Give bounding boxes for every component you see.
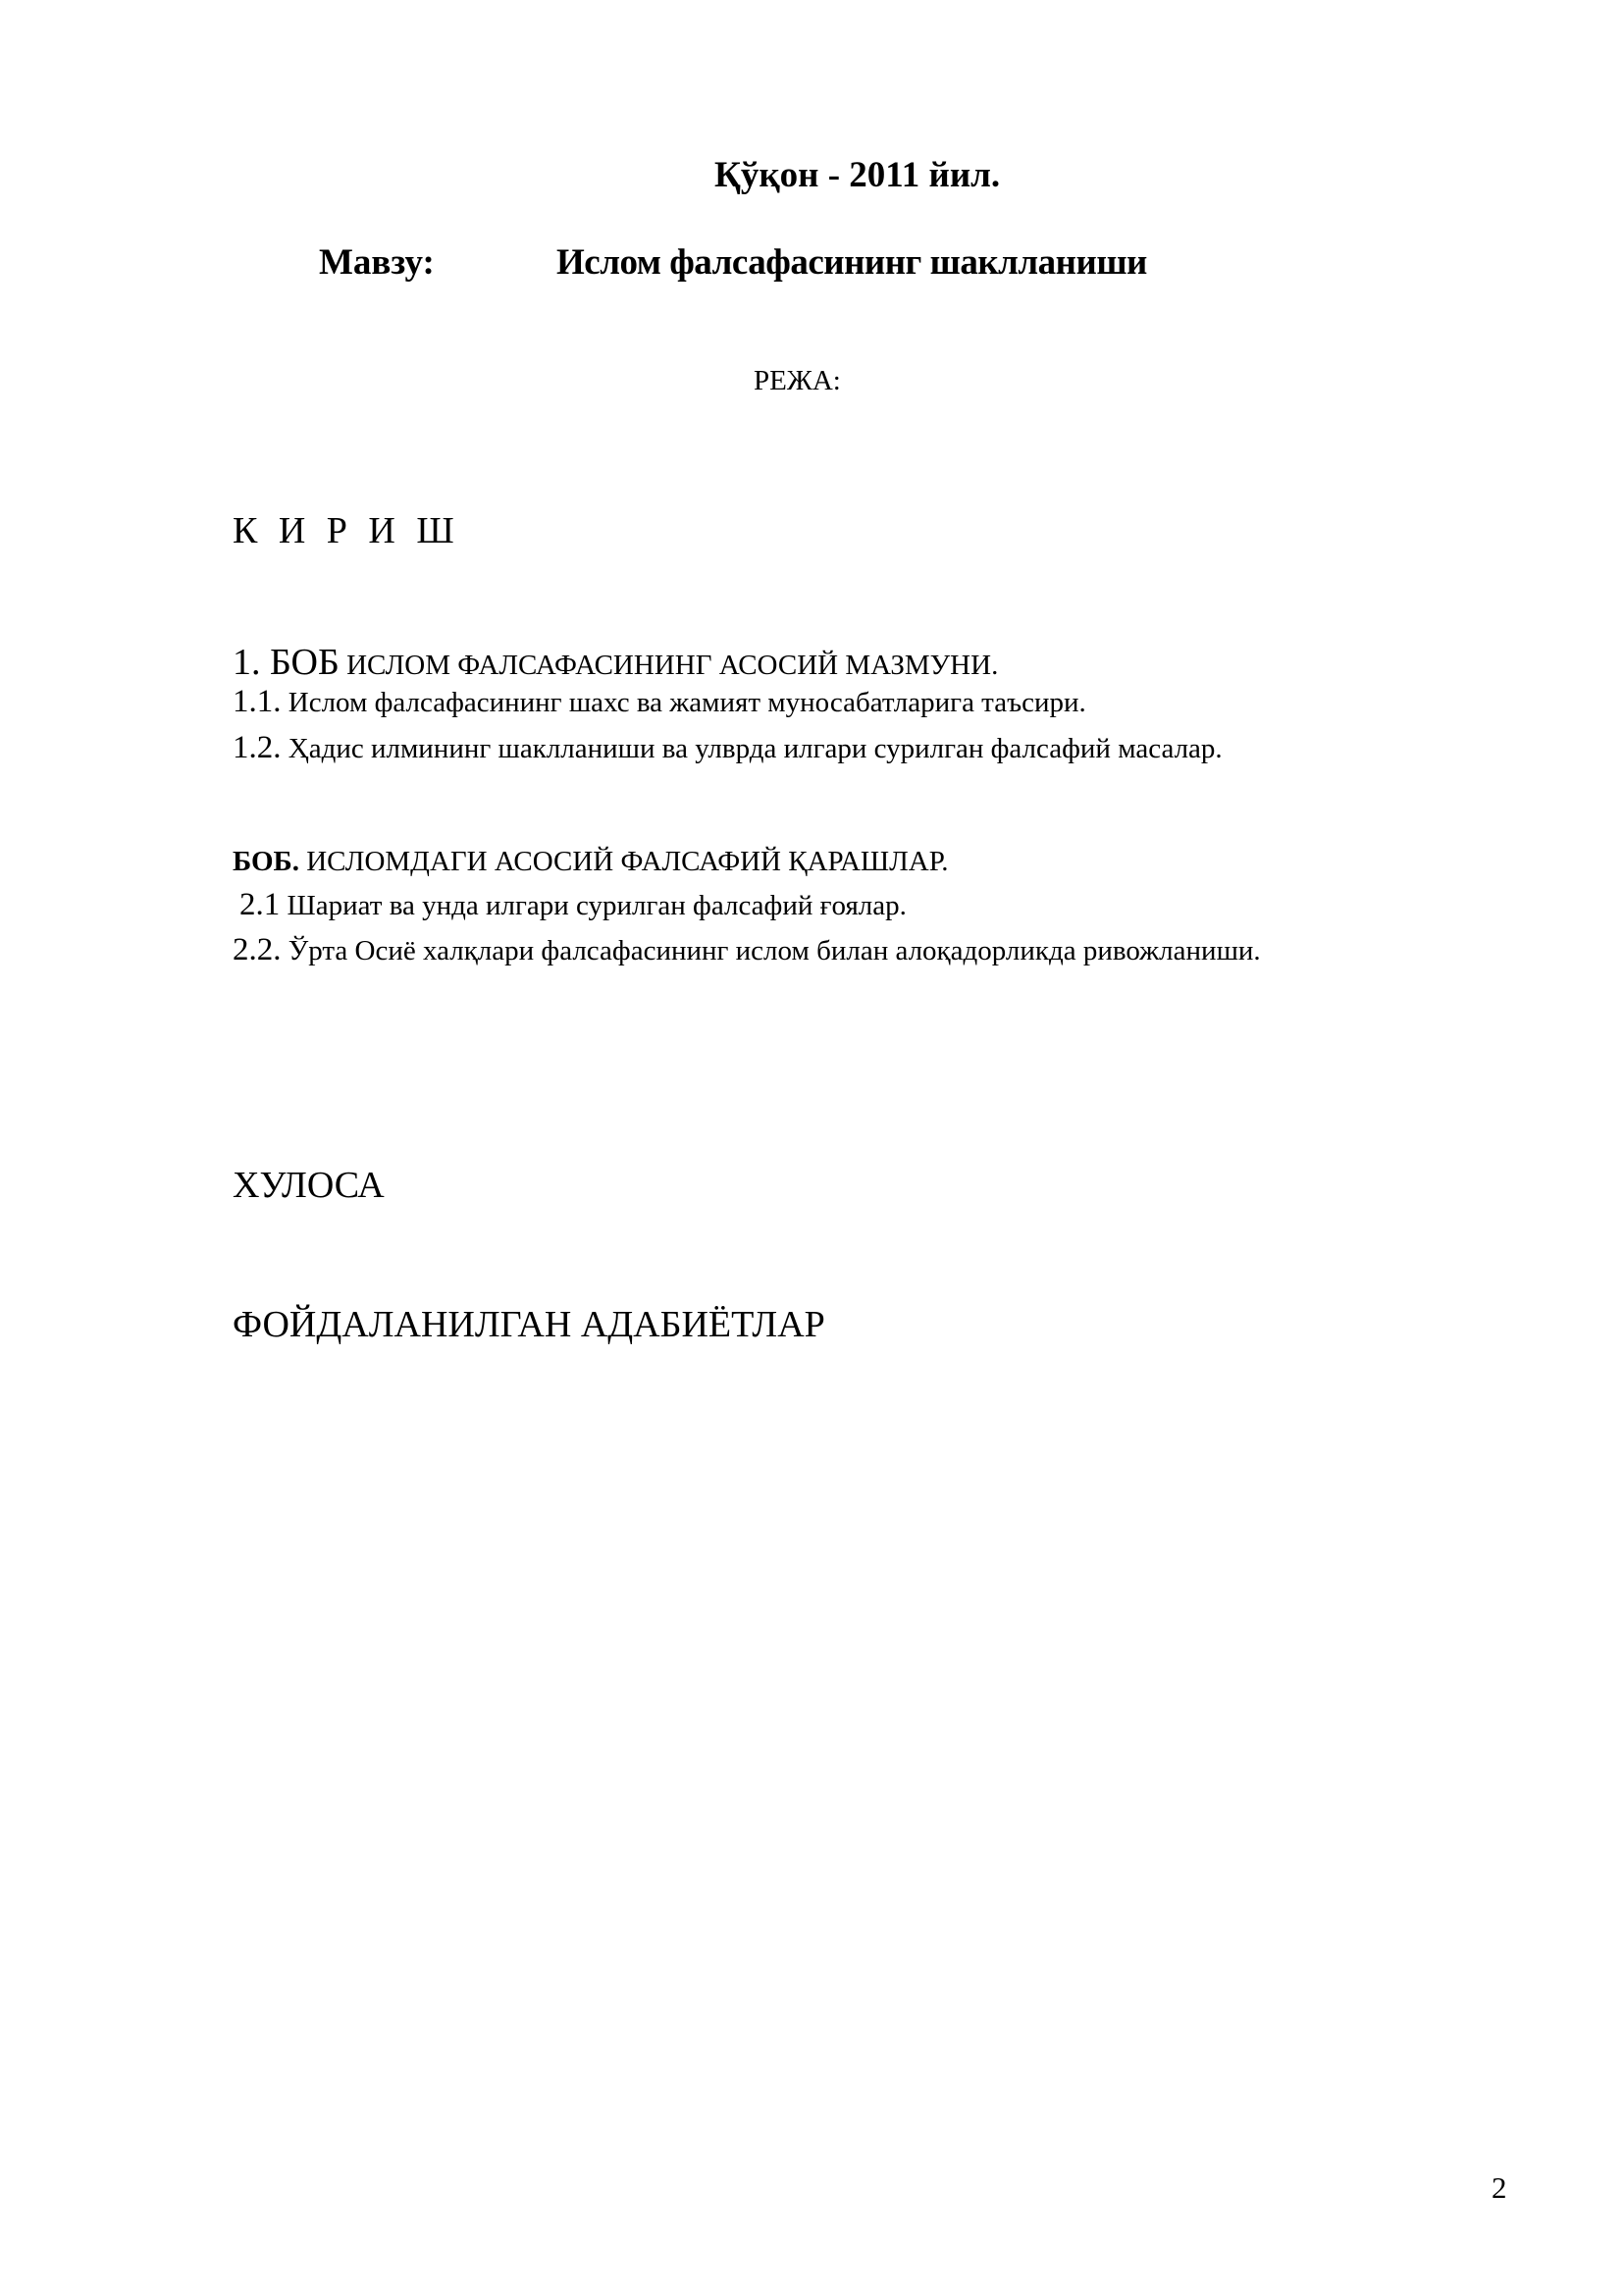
section-2-2-title: Ўрта Осиё халқлари фалсафасининг ислом билан алоқадорликда ривожланиши. (281, 935, 1261, 966)
topic-label: Мавзу: (319, 242, 435, 283)
plan-chapter-2 (233, 846, 949, 878)
topic-title: Ислом фалсафасининг шаклланиши (556, 242, 1147, 283)
chapter-1-number: 1. БОБ (233, 642, 340, 683)
plan-heading: РЕЖА: (754, 365, 841, 396)
plan-section-1-2 (233, 730, 1223, 766)
chapter-2-title: ИСЛОМДАГИ АСОСИЙ ФАЛСАФИЙ ҚАРАШЛАР. (298, 846, 949, 877)
plan-section-1-1 (233, 684, 1086, 720)
city-year: Қўқон - 2011 йил. (714, 155, 1001, 195)
plan-section-2-2 (233, 932, 1261, 968)
section-2-1-title: Шариат ва унда илгари сурилган фалсафий ғоялар. (280, 890, 907, 921)
chapter-2-number: БОБ. (233, 846, 299, 877)
section-2-2-number: 2.2. (233, 932, 282, 967)
plan-references: ФОЙДАЛАНИЛГАН АДАБИЁТЛАР (233, 1304, 825, 1345)
plan-introduction: К И Р И Ш (233, 510, 460, 551)
section-1-2-number: 1.2. (233, 730, 282, 765)
page-number: 2 (1492, 2170, 1507, 2205)
section-1-1-title: Ислом фалсафасининг шахс ва жамият муносабатларига таъсири. (281, 687, 1086, 718)
chapter-1-title: ИСЛОМ ФАЛСАФАСИНИНГ АСОСИЙ МАЗМУНИ. (339, 650, 999, 681)
plan-conclusion: ХУЛОСА (233, 1165, 385, 1206)
plan-section-2-1 (239, 887, 907, 923)
section-2-1-number: 2.1 (239, 887, 281, 922)
plan-chapter-1 (233, 641, 998, 684)
section-1-2-title: Ҳадис илмининг шаклланиши ва улврда илгари сурилган фалсафий масалар. (281, 733, 1223, 764)
section-1-1-number: 1.1. (233, 684, 282, 719)
